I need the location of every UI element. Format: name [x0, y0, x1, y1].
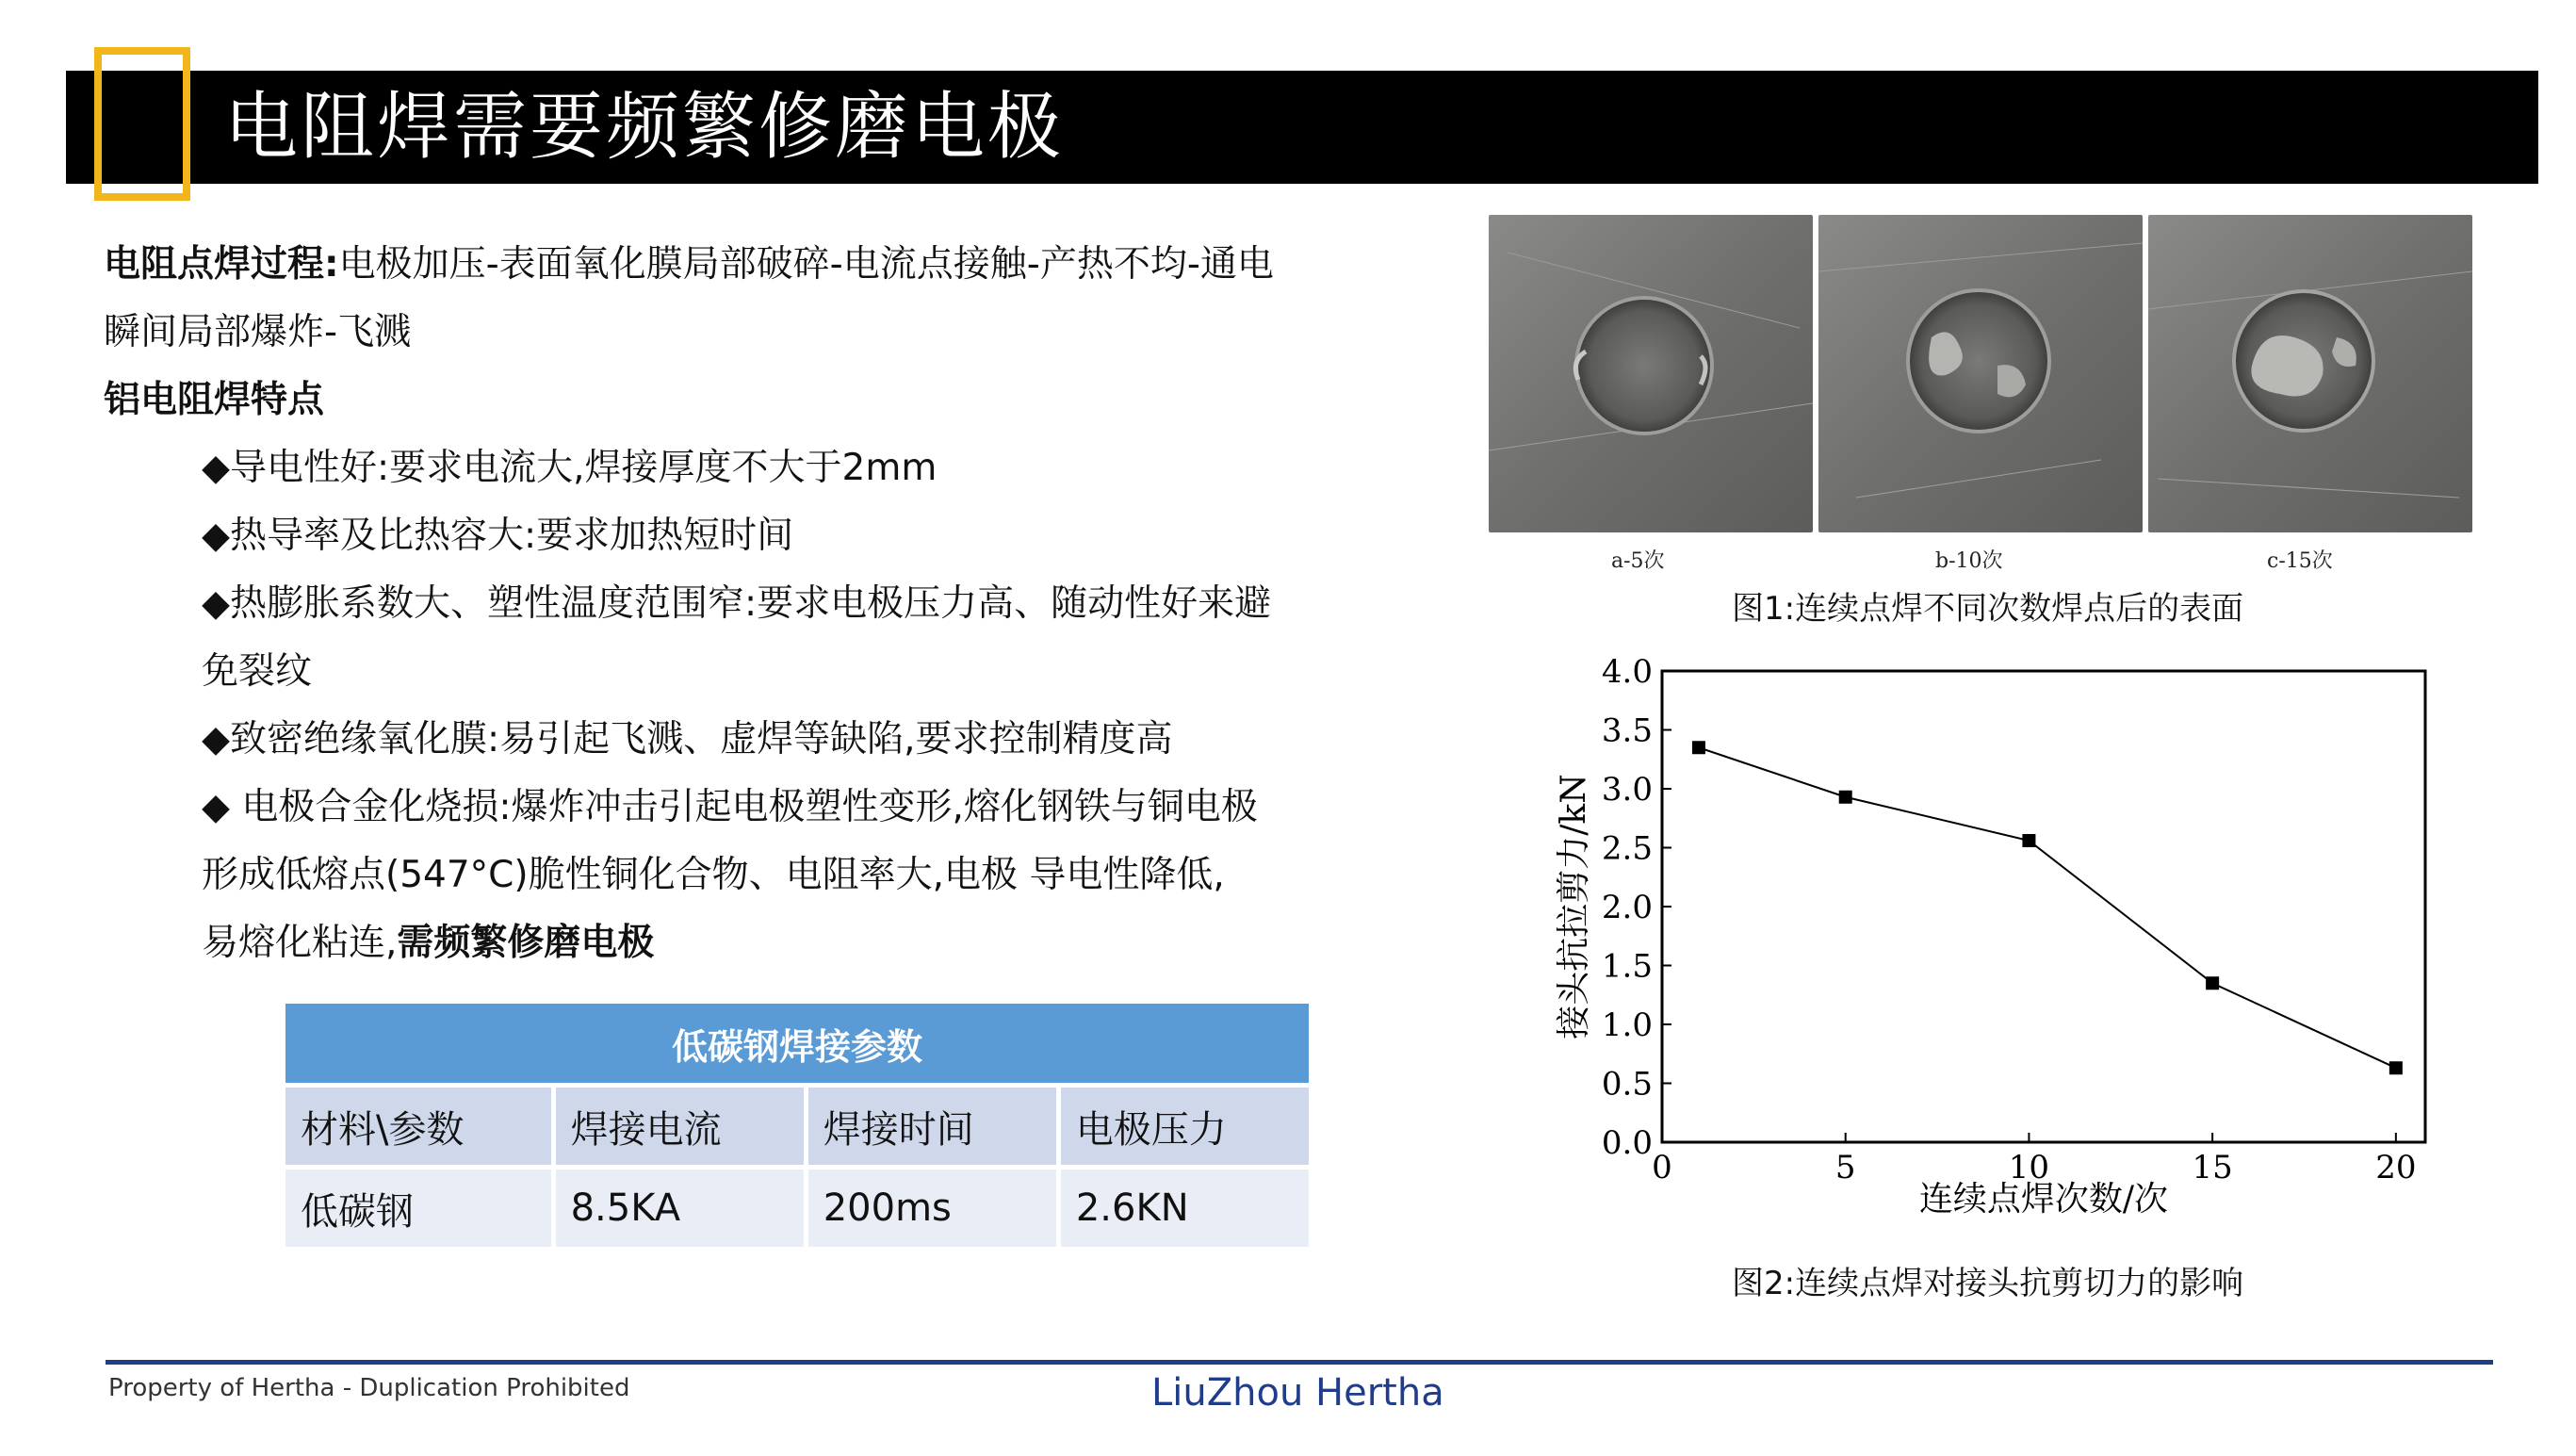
data-point — [2389, 1061, 2403, 1074]
data-point — [1692, 741, 1705, 754]
plot-frame — [1662, 671, 2425, 1142]
bullet-line: 形成低熔点(547°C)脆性铜化合物、电阻率大,电极 导电性降低, — [202, 854, 1225, 896]
bullet-line: ◆导电性好:要求电流大,焊接厚度不大于2mm — [202, 447, 937, 489]
table-cell: 8.5KA — [556, 1170, 804, 1247]
y-tick-label: 2.5 — [1601, 829, 1653, 868]
shear-force-chart — [1536, 641, 2478, 1244]
footer-rule — [106, 1360, 2493, 1365]
bullet-line: ◆ 电极合金化烧损:爆炸冲击引起电极塑性变形,熔化钢铁与铜电极 — [202, 786, 1258, 828]
x-tick-label: 10 — [2008, 1149, 2050, 1186]
data-point — [1839, 791, 1852, 804]
x-tick-label: 5 — [1834, 1149, 1856, 1186]
y-tick-label: 0.0 — [1601, 1124, 1653, 1162]
title-frame-decoration — [94, 47, 190, 201]
table-title: 低碳钢焊接参数 — [285, 1004, 1309, 1083]
footer-copyright: Property of Hertha - Duplication Prohibited — [108, 1374, 630, 1402]
process-label: 电阻点焊过程: — [104, 243, 339, 286]
photo-label: a-5次 — [1611, 549, 1665, 573]
process-line-2: 瞬间局部爆炸-飞溅 — [104, 311, 412, 353]
last-line-text: 易熔化粘连, — [202, 922, 398, 964]
bullet-line: ◆热导率及比热容大:要求加热短时间 — [202, 515, 794, 557]
features-heading: 铝电阻焊特点 — [104, 379, 325, 421]
x-tick-label: 20 — [2375, 1149, 2417, 1186]
process-text-1: 电极加压-表面氧化膜局部破碎-电流点接触-产热不均-通电 — [338, 243, 1274, 286]
table-header-cell: 焊接电流 — [556, 1088, 804, 1165]
data-point — [2022, 834, 2035, 847]
y-tick-label: 2.0 — [1601, 889, 1653, 926]
process-line-1 — [104, 239, 1274, 290]
table-header-cell: 电极压力 — [1061, 1088, 1309, 1165]
y-tick-label: 3.0 — [1601, 771, 1653, 809]
y-axis-label: 接头抗拉剪力/kN — [1555, 774, 1593, 1039]
table-header-row — [285, 1088, 1309, 1165]
table-row — [285, 1170, 1309, 1247]
bullet-line-last — [202, 918, 654, 969]
table-cell: 2.6KN — [1061, 1170, 1309, 1247]
footer-brand: LiuZhou Hertha — [1151, 1371, 1444, 1415]
photo-label: c-15次 — [2267, 549, 2333, 573]
table-header-cell: 材料\参数 — [285, 1088, 551, 1165]
weld-photo-5 — [1489, 215, 1813, 532]
y-tick-label: 0.5 — [1601, 1065, 1653, 1104]
table-header-cell: 焊接时间 — [808, 1088, 1056, 1165]
table-cell: 低碳钢 — [285, 1170, 551, 1247]
data-point — [2206, 976, 2219, 990]
welding-params-table — [281, 999, 1313, 1252]
table-cell: 200ms — [808, 1170, 1056, 1247]
page-title: 电阻焊需要频繁修磨电极 — [224, 85, 1065, 170]
bullet-line: ◆致密绝缘氧化膜:易引起飞溅、虚焊等缺陷,要求控制精度高 — [202, 718, 1173, 761]
bullet-line: 免裂纹 — [202, 650, 313, 693]
x-tick-label: 15 — [2192, 1149, 2233, 1186]
series-markers — [1692, 741, 2403, 1074]
y-tick-label: 3.5 — [1601, 712, 1653, 750]
weld-photo-15 — [2148, 215, 2472, 532]
y-tick-label: 1.5 — [1601, 947, 1653, 986]
photo-label: b-10次 — [1935, 549, 2003, 573]
y-tick-label: 1.0 — [1601, 1006, 1653, 1044]
x-axis-label: 连续点焊次数/次 — [1918, 1180, 2169, 1219]
y-tick-label: 4.0 — [1601, 653, 1653, 691]
last-line-emphasis: 需频繁修磨电极 — [397, 922, 655, 964]
figure2-caption: 图2:连续点焊对接头抗剪切力的影响 — [1732, 1265, 2244, 1302]
bullet-line: ◆热膨胀系数大、塑性温度范围窄:要求电极压力高、随动性好来避 — [202, 582, 1272, 625]
x-tick-label: 0 — [1652, 1149, 1672, 1186]
weld-photo-10 — [1818, 215, 2143, 532]
series-line — [1699, 747, 2396, 1068]
figure1-caption: 图1:连续点焊不同次数焊点后的表面 — [1732, 590, 2244, 628]
